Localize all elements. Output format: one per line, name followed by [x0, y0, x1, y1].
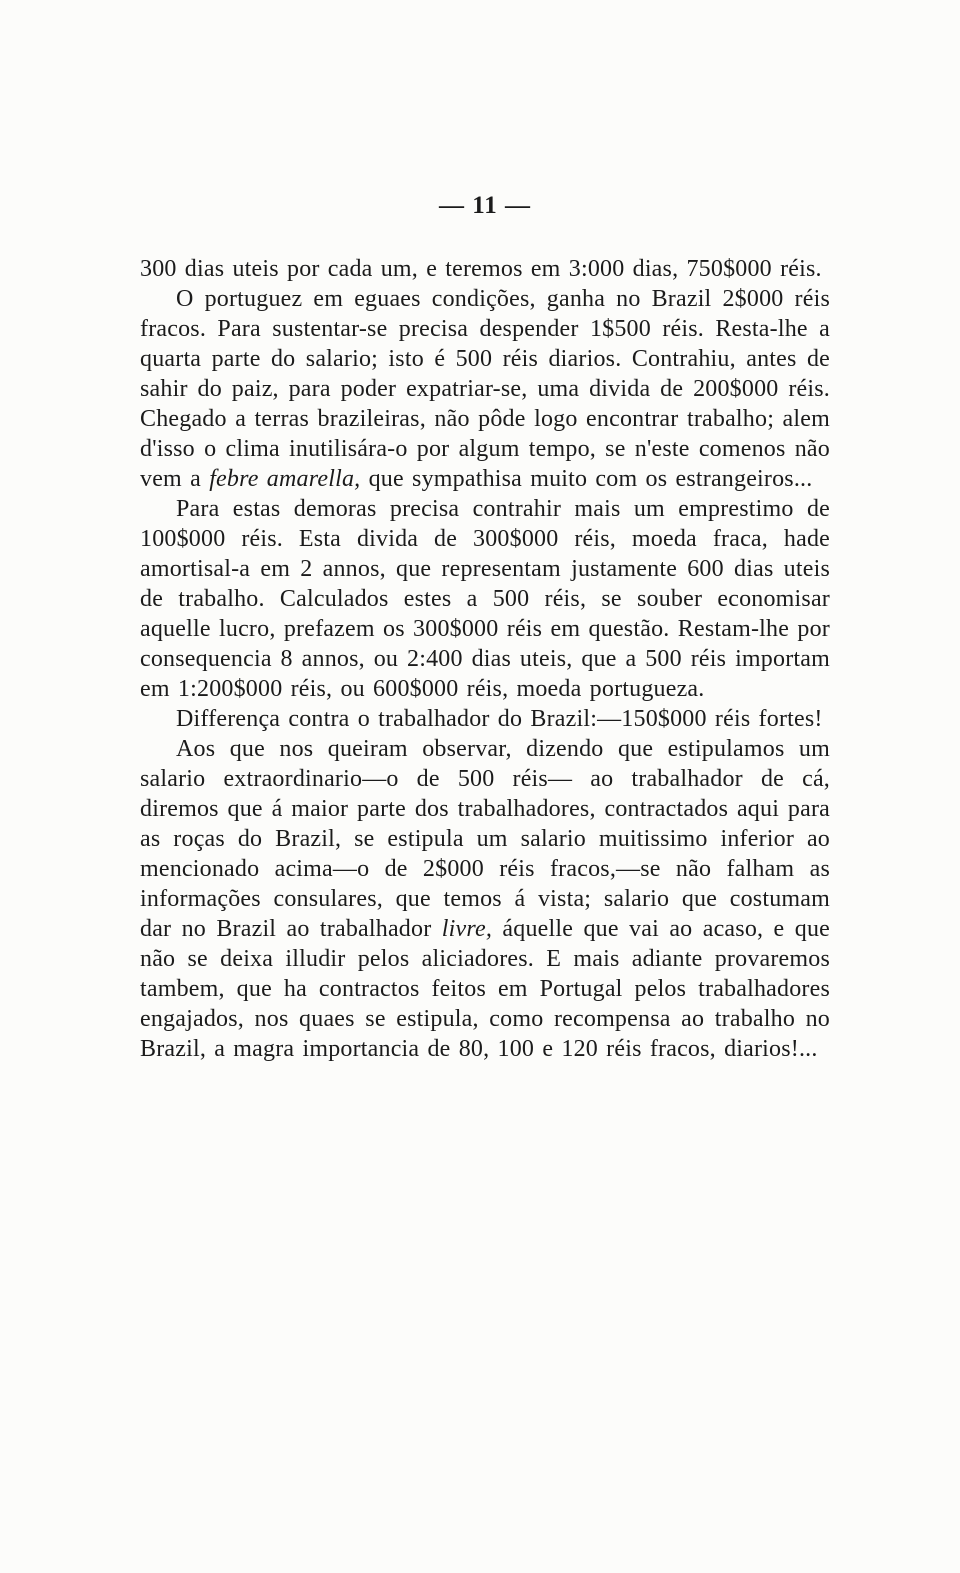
text-run: Para estas demoras precisa contrahir mais um emprestimo de 100$000 réis. Esta divida de 300$000 réis, moeda fraca, hade amortisal-a em 2 annos, que representam justamente 600 dias uteis de trabalho. Calculados estes a 500 réis, se souber economisar aquelle lucro, prefazem os 300$000 réis em questão. Restam-lhe por consequencia 8 annos, ou 2:400 dias uteis, que a 500 réis importam em 1:200$000 réis, ou 600$000 réis, moeda portugueza. — [140, 496, 830, 702]
text-run: áquelle que vai ao acaso, e que não se deixa illudir pelos aliciadores. E mais adiante provaremos tambem, que ha contractos feitos em Portugal pelos trabalhadores engajados, nos quaes se estipula, como recompensa ao trabalho no Brazil, a magra importancia de 80, 100 e 120 réis fracos, diarios!... — [140, 916, 831, 1062]
paragraph — [140, 254, 830, 284]
text-run-italic: livre, — [441, 916, 493, 942]
text-run: Aos que nos queiram observar, dizendo que estipulamos um salario extraordinario—o de 500 réis— ao trabalhador de cá, diremos que á maior parte dos trabalhadores, contractados aqui para as roças do Brazil, se estipula um salario muitissimo inferior ao mencionado acima—o de 2$000 réis fracos,—se não falham as informações consulares, que temos á vista; salario que costumam dar no Brazil ao trabalhador — [140, 736, 830, 942]
paragraph — [140, 284, 830, 494]
paragraph — [140, 734, 830, 1064]
text-run: O portuguez em eguaes condições, ganha no Brazil 2$000 réis fracos. Para sustentar-se precisa despender 1$500 réis. Resta-lhe a quarta parte do salario; isto é 500 réis diarios. Contrahiu, antes de sahir do paiz, para poder expatriar-se, uma divida de 200$000 réis. Chegado a terras brazileiras, não pôde logo encontrar trabalho; alem d'isso o clima inutilisára-o por algum tempo, se n'este comenos não vem a — [140, 286, 830, 492]
text-run-italic: febre amarella, — [209, 466, 361, 492]
text-block — [140, 192, 830, 1064]
text-run: 300 dias uteis por cada um, e teremos em 3:000 dias, 750$000 réis. — [140, 256, 822, 282]
paragraph — [140, 494, 830, 704]
page-number: — 11 — — [438, 192, 532, 219]
text-run: Differença contra o trabalhador do Brazil:—150$000 réis fortes! — [176, 706, 823, 732]
text-run: que sympathisa muito com os estrangeiros... — [360, 466, 813, 492]
paragraph — [140, 704, 830, 734]
